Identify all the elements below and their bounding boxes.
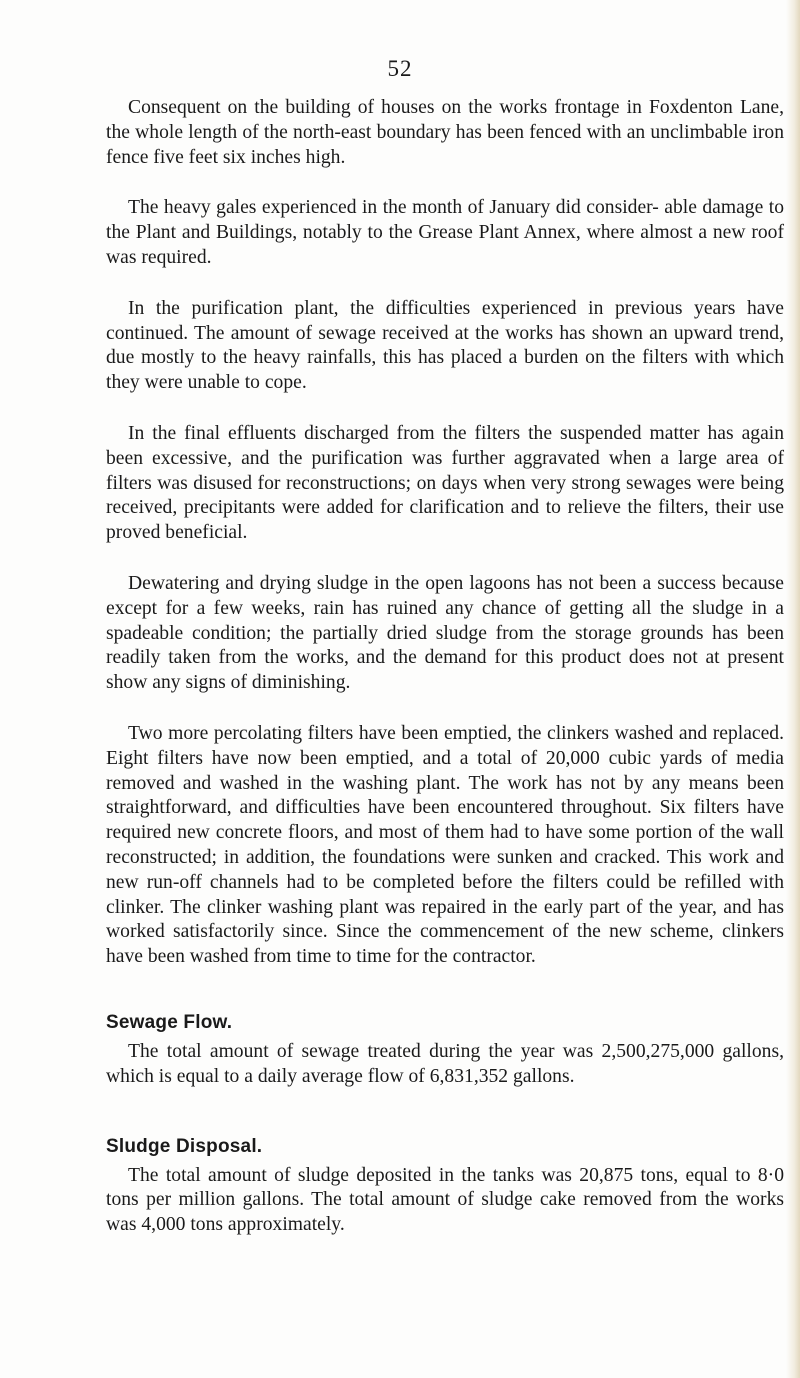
paragraph-sewage-flow: The total amount of sewage treated during the year was 2,500,275,000 gallons, which is equal to a daily average flow of 6,831,352 gallons.	[106, 1040, 784, 1087]
paragraph-sludge-dewatering: Dewatering and drying sludge in the open lagoons has not been a success because except for a few weeks, rain has ruined any chance of getting all the sludge in a spadeable condition; the partially dried sludge from the storage grounds has been readily taken from the works, and the demand for this product does not at present show any signs of diminishing.	[106, 572, 784, 694]
paragraph-sludge-disposal: The total amount of sludge deposited in the tanks was 20,875 tons, equal to 8·0 tons per million gallons. The total amount of sludge cake removed from the works was 4,000 tons approximately.	[106, 1164, 784, 1236]
paragraph-gales-damage: The heavy gales experienced in the month of January did consider- able damage to the Plant and Buildings, notably to the Grease Plant Annex, where almost a new roof was required.	[106, 197, 784, 268]
page-body	[106, 96, 784, 1238]
paragraph-final-effluents: In the final effluents discharged from the filters the suspended matter has again been excessive, and the purification was further aggravated when a large area of filters was disused for reconstructions; on days when very strong sewages were being received, precipitants were added for clarification and to relieve the filters, their use proved beneficial.	[106, 422, 784, 544]
paragraph-percolating-filters: Two more percolating filters have been emptied, the clinkers washed and replaced. Eight filters have now been emptied, and a total of 20,000 cubic yards of media removed and washed in the washing plant. The work has not by any means been straightforward, and difficulties have been encountered throughout. Six filters have required new concrete floors, and most of them had to have some portion of the wall reconstructed; in addition, the foundations were sunken and cracked. This work and new run-off channels had to be completed before the filters could be refilled with clinker. The clinker washing plant was repaired in the early part of the year, and has worked satisfactorily since. Since the commencement of the new scheme, clinkers have been washed from time to time for the contractor.	[106, 722, 784, 968]
page-edge-shadow	[786, 0, 800, 1378]
heading-sewage-flow: Sewage Flow.	[106, 1011, 233, 1033]
heading-sludge-disposal: Sludge Disposal.	[106, 1135, 263, 1157]
paragraph-purification-plant: In the purification plant, the difficulties experienced in previous years have continued. The amount of sewage received at the works has shown an upward trend, due mostly to the heavy rainfalls, this has placed a burden on the filters with which they were unable to cope.	[106, 297, 784, 394]
page-number: 52	[387, 56, 413, 81]
paragraph-boundary-fence: Consequent on the building of houses on the works frontage in Foxdenton Lane, the whole length of the north-east boundary has been fenced with an unclimbable iron fence five feet six inches high.	[106, 97, 784, 168]
